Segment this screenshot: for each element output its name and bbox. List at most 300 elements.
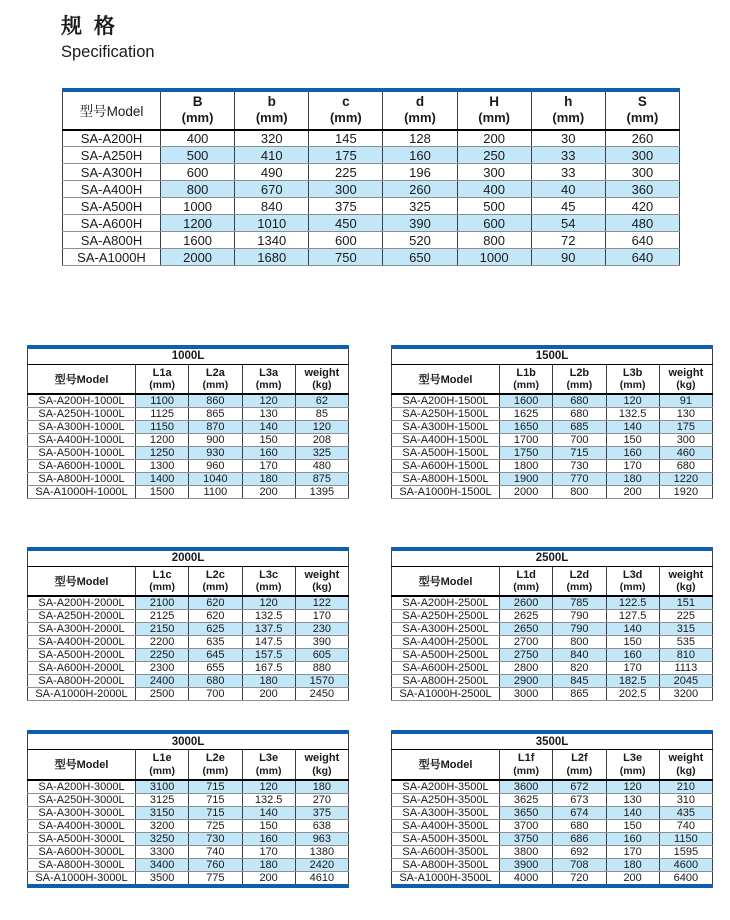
model-cell: SA-A300H-3500L (392, 806, 500, 819)
value-cell: 1113 (659, 662, 712, 675)
table-row (392, 610, 713, 623)
page-header (61, 10, 155, 62)
table-row (63, 249, 680, 266)
model-cell: SA-A800H-1000L (28, 473, 136, 486)
value-cell: 692 (553, 845, 606, 858)
value-cell: 620 (189, 610, 242, 623)
value-cell: 1500 (136, 486, 189, 499)
value-cell: 1750 (500, 447, 553, 460)
value-cell: 3600 (500, 780, 553, 794)
model-cell: SA-A300H-1500L (392, 421, 500, 434)
value-cell: 85 (295, 408, 348, 421)
value-cell: 3150 (136, 806, 189, 819)
value-cell: 3000 (500, 688, 553, 701)
model-cell: SA-A800H-3000L (28, 858, 136, 871)
column-header (242, 364, 295, 394)
value-cell: 770 (553, 473, 606, 486)
model-cell: SA-A600H-1000L (28, 460, 136, 473)
value-cell: 600 (457, 215, 531, 232)
value-cell: 1680 (235, 249, 309, 266)
page-title-en: Specification (61, 43, 155, 61)
model-column-header: 型号Model (392, 364, 500, 394)
value-cell: 120 (242, 596, 295, 610)
value-cell: 72 (531, 232, 605, 249)
model-cell: SA-A200H (63, 130, 161, 147)
table-row (392, 780, 713, 794)
value-cell: 865 (553, 688, 606, 701)
value-cell: 260 (605, 130, 679, 147)
value-cell: 200 (606, 486, 659, 499)
model-cell: SA-A1000H-1500L (392, 486, 500, 499)
model-cell: SA-A600H-2500L (392, 662, 500, 675)
value-cell: 865 (189, 408, 242, 421)
value-cell: 170 (295, 610, 348, 623)
value-cell: 180 (242, 675, 295, 688)
table-row (392, 688, 713, 701)
value-cell: 230 (295, 623, 348, 636)
value-cell: 180 (606, 473, 659, 486)
value-cell: 1125 (136, 408, 189, 421)
value-cell: 2420 (295, 858, 348, 871)
value-cell: 775 (189, 871, 242, 886)
value-cell: 638 (295, 819, 348, 832)
value-cell: 325 (295, 447, 348, 460)
value-cell: 2250 (136, 649, 189, 662)
column-unit: (mm) (404, 110, 436, 126)
value-cell: 740 (189, 845, 242, 858)
column-header (189, 364, 242, 394)
value-cell: 1010 (235, 215, 309, 232)
model-cell: SA-A300H-1000L (28, 421, 136, 434)
value-cell: 790 (553, 623, 606, 636)
value-cell: 180 (242, 473, 295, 486)
column-header (500, 566, 553, 596)
table-row (392, 662, 713, 675)
column-header (136, 749, 189, 779)
column-unit: (kg) (676, 581, 696, 594)
column-unit: (mm) (329, 110, 362, 126)
model-cell: SA-A600H-2000L (28, 662, 136, 675)
value-cell: 1200 (161, 215, 235, 232)
table-row (28, 793, 349, 806)
value-cell: 1380 (295, 845, 348, 858)
value-cell: 4610 (295, 871, 348, 886)
model-column-header: 型号Model (28, 364, 136, 394)
table-row (392, 447, 713, 460)
column-name: H (489, 94, 499, 109)
model-cell: SA-A800H-2000L (28, 675, 136, 688)
value-cell: 930 (189, 447, 242, 460)
value-cell: 520 (383, 232, 457, 249)
value-cell: 1100 (189, 486, 242, 499)
table-row (63, 198, 680, 215)
subtable-title: 2500L (392, 549, 713, 566)
value-cell: 2125 (136, 610, 189, 623)
column-unit: (mm) (513, 581, 539, 594)
value-cell: 137.5 (242, 623, 295, 636)
value-cell: 2045 (659, 675, 712, 688)
column-name: L3e (623, 751, 643, 764)
value-cell: 1000 (457, 249, 531, 266)
table-row (63, 181, 680, 198)
subtable-title: 2000L (28, 549, 349, 566)
value-cell: 170 (606, 845, 659, 858)
column-header (295, 364, 348, 394)
value-cell: 1200 (136, 434, 189, 447)
value-cell: 175 (309, 147, 383, 164)
subtable-title-row (28, 732, 349, 749)
table-row (392, 871, 713, 886)
table-row (28, 806, 349, 819)
value-cell: 140 (606, 623, 659, 636)
value-cell: 1395 (295, 486, 348, 499)
value-cell: 2100 (136, 596, 189, 610)
model-cell: SA-A300H-2000L (28, 623, 136, 636)
column-header-row (28, 749, 349, 779)
table-row (28, 780, 349, 794)
table-row (392, 649, 713, 662)
column-header (500, 749, 553, 779)
spec-table-2000L (27, 547, 349, 701)
spec-table-1000L (27, 345, 349, 499)
table-row (392, 486, 713, 499)
value-cell: 875 (295, 473, 348, 486)
value-cell: 122 (295, 596, 348, 610)
model-cell: SA-A300H-3000L (28, 806, 136, 819)
value-cell: 202.5 (606, 688, 659, 701)
value-cell: 300 (457, 164, 531, 181)
value-cell: 150 (606, 819, 659, 832)
table-row (392, 421, 713, 434)
column-header (136, 364, 189, 394)
value-cell: 3125 (136, 793, 189, 806)
model-cell: SA-A1000H-3000L (28, 871, 136, 886)
value-cell: 2900 (500, 675, 553, 688)
model-column-header: 型号Model (28, 749, 136, 779)
column-header (383, 90, 457, 130)
value-cell: 800 (457, 232, 531, 249)
value-cell: 686 (553, 832, 606, 845)
value-cell: 600 (161, 164, 235, 181)
value-cell: 1340 (235, 232, 309, 249)
value-cell: 2800 (500, 662, 553, 675)
column-header-row (28, 566, 349, 596)
value-cell: 33 (531, 164, 605, 181)
model-cell: SA-A500H-2000L (28, 649, 136, 662)
model-cell: SA-A400H-1000L (28, 434, 136, 447)
value-cell: 500 (161, 147, 235, 164)
value-cell: 680 (553, 408, 606, 421)
value-cell: 225 (309, 164, 383, 181)
value-cell: 360 (605, 181, 679, 198)
table-row (28, 675, 349, 688)
model-cell: SA-A500H-2500L (392, 649, 500, 662)
column-unit: (mm) (181, 110, 214, 126)
value-cell: 725 (189, 819, 242, 832)
value-cell: 270 (295, 793, 348, 806)
value-cell: 160 (606, 649, 659, 662)
column-header-row (392, 749, 713, 779)
model-cell: SA-A800H-2500L (392, 675, 500, 688)
table-row (28, 871, 349, 886)
page-title-cn: 规 格 (61, 15, 118, 38)
column-header (295, 566, 348, 596)
value-cell: 3400 (136, 858, 189, 871)
table-row (28, 447, 349, 460)
value-cell: 120 (242, 394, 295, 408)
model-cell: SA-A250H-1000L (28, 408, 136, 421)
table-row (28, 662, 349, 675)
value-cell: 672 (553, 780, 606, 794)
column-unit: (mm) (478, 110, 511, 126)
table-row (392, 460, 713, 473)
value-cell: 45 (531, 198, 605, 215)
value-cell: 715 (189, 780, 242, 794)
model-cell: SA-A600H-1500L (392, 460, 500, 473)
value-cell: 3100 (136, 780, 189, 794)
value-cell: 315 (659, 623, 712, 636)
subtable-title: 1000L (28, 347, 349, 364)
value-cell: 160 (383, 147, 457, 164)
value-cell: 1700 (500, 434, 553, 447)
model-cell: SA-A1000H-2500L (392, 688, 500, 701)
value-cell: 840 (235, 198, 309, 215)
column-name: L1d (516, 568, 536, 581)
column-name: weight (668, 366, 704, 379)
model-cell: SA-A500H-1000L (28, 447, 136, 460)
model-cell: SA-A200H-3000L (28, 780, 136, 794)
column-header (553, 566, 606, 596)
value-cell: 200 (457, 130, 531, 147)
column-unit: (mm) (255, 581, 282, 594)
model-cell: SA-A600H-3000L (28, 845, 136, 858)
value-cell: 132.5 (242, 793, 295, 806)
subtable-slot-1000L (27, 345, 349, 499)
model-cell: SA-A600H-3500L (392, 845, 500, 858)
value-cell: 410 (235, 147, 309, 164)
column-unit: (mm) (513, 764, 539, 777)
table-row (392, 858, 713, 871)
value-cell: 760 (189, 858, 242, 871)
column-header (309, 90, 383, 130)
model-cell: SA-A200H-1500L (392, 394, 500, 408)
model-cell: SA-A400H-2500L (392, 636, 500, 649)
value-cell: 435 (659, 806, 712, 819)
column-header (161, 90, 235, 130)
value-cell: 180 (606, 858, 659, 871)
value-cell: 122.5 (606, 596, 659, 610)
table-row (392, 408, 713, 421)
value-cell: 150 (606, 434, 659, 447)
table-row (28, 623, 349, 636)
value-cell: 375 (295, 806, 348, 819)
value-cell: 1040 (189, 473, 242, 486)
value-cell: 2500 (136, 688, 189, 701)
model-cell: SA-A250H-3500L (392, 793, 500, 806)
table-row (28, 596, 349, 610)
value-cell: 2600 (500, 596, 553, 610)
column-name: weight (668, 568, 704, 581)
column-name: L1e (152, 751, 172, 764)
value-cell: 480 (605, 215, 679, 232)
column-header (606, 364, 659, 394)
column-header-row (28, 364, 349, 394)
value-cell: 750 (309, 249, 383, 266)
model-cell: SA-A500H-3000L (28, 832, 136, 845)
subtables-row (27, 345, 713, 499)
value-cell: 625 (189, 623, 242, 636)
value-cell: 2000 (500, 486, 553, 499)
subtable-slot-1500L (391, 345, 713, 499)
column-unit: (mm) (566, 581, 593, 594)
model-cell: SA-A1000H-2000L (28, 688, 136, 701)
column-unit: (mm) (202, 764, 229, 777)
value-cell: 225 (659, 610, 712, 623)
value-cell: 640 (605, 232, 679, 249)
column-header (553, 749, 606, 779)
table-row (63, 130, 680, 147)
column-header (659, 364, 712, 394)
value-cell: 740 (659, 819, 712, 832)
value-cell: 715 (553, 447, 606, 460)
value-cell: 1400 (136, 473, 189, 486)
subtable-title: 3500L (392, 732, 713, 749)
value-cell: 800 (161, 181, 235, 198)
value-cell: 730 (189, 832, 242, 845)
table-row (392, 832, 713, 845)
value-cell: 260 (383, 181, 457, 198)
model-cell: SA-A250H-2000L (28, 610, 136, 623)
column-name: L3b (622, 366, 643, 379)
value-cell: 1595 (659, 845, 712, 858)
value-cell: 170 (606, 460, 659, 473)
model-cell: SA-A1000H-1000L (28, 486, 136, 499)
table-row (28, 688, 349, 701)
model-cell: SA-A400H-1500L (392, 434, 500, 447)
value-cell: 1000 (161, 198, 235, 215)
value-cell: 1800 (500, 460, 553, 473)
spec-table-3000L (27, 730, 349, 887)
column-unit: (mm) (255, 379, 282, 392)
column-name: L1c (152, 568, 172, 581)
column-header (295, 749, 348, 779)
subtables-grid (27, 345, 713, 888)
model-cell: SA-A250H-1500L (392, 408, 500, 421)
value-cell: 3625 (500, 793, 553, 806)
value-cell: 3200 (659, 688, 712, 701)
table-row (392, 675, 713, 688)
model-cell: SA-A600H (63, 215, 161, 232)
table-row (28, 819, 349, 832)
value-cell: 167.5 (242, 662, 295, 675)
column-name: L3d (622, 568, 643, 581)
value-cell: 140 (606, 421, 659, 434)
value-cell: 1220 (659, 473, 712, 486)
column-name: L2d (569, 568, 590, 581)
column-header-row (392, 566, 713, 596)
value-cell: 160 (242, 832, 295, 845)
value-cell: 645 (189, 649, 242, 662)
subtables-row (27, 547, 713, 701)
value-cell: 680 (189, 675, 242, 688)
value-cell: 490 (235, 164, 309, 181)
value-cell: 730 (553, 460, 606, 473)
value-cell: 860 (189, 394, 242, 408)
column-header (659, 566, 712, 596)
value-cell: 480 (295, 460, 348, 473)
value-cell: 4600 (659, 858, 712, 871)
table-row (28, 486, 349, 499)
column-header (189, 566, 242, 596)
model-column-header: 型号Model (63, 90, 161, 130)
column-name: weight (668, 751, 704, 764)
value-cell: 2000 (161, 249, 235, 266)
column-name: L3e (259, 751, 279, 764)
table-row (28, 434, 349, 447)
column-name: c (342, 94, 350, 109)
value-cell: 140 (606, 806, 659, 819)
value-cell: 3700 (500, 819, 553, 832)
value-cell: 655 (189, 662, 242, 675)
value-cell: 3300 (136, 845, 189, 858)
model-cell: SA-A500H (63, 198, 161, 215)
value-cell: 640 (605, 249, 679, 266)
value-cell: 1600 (500, 394, 553, 408)
column-name: weight (304, 568, 340, 581)
value-cell: 2450 (295, 688, 348, 701)
subtable-slot-3000L (27, 730, 349, 887)
spec-table-1500L (391, 345, 713, 499)
subtable-title-row (28, 549, 349, 566)
column-unit: (kg) (312, 379, 332, 392)
value-cell: 400 (161, 130, 235, 147)
subtable-title: 3000L (28, 732, 349, 749)
value-cell: 605 (295, 649, 348, 662)
column-name: L1a (152, 366, 172, 379)
value-cell: 715 (189, 806, 242, 819)
column-header (189, 749, 242, 779)
model-cell: SA-A200H-3500L (392, 780, 500, 794)
value-cell: 182.5 (606, 675, 659, 688)
column-name: L1b (516, 366, 536, 379)
value-cell: 40 (531, 181, 605, 198)
subtable-slot-2500L (391, 547, 713, 701)
value-cell: 151 (659, 596, 712, 610)
spec-table-main (62, 88, 680, 266)
column-unit: (mm) (202, 581, 229, 594)
value-cell: 120 (295, 421, 348, 434)
subtable-title-row (392, 347, 713, 364)
column-name: weight (304, 366, 340, 379)
column-name: h (564, 94, 573, 109)
subtable-title: 1500L (392, 347, 713, 364)
model-cell: SA-A800H-1500L (392, 473, 500, 486)
value-cell: 210 (659, 780, 712, 794)
value-cell: 674 (553, 806, 606, 819)
value-cell: 715 (189, 793, 242, 806)
value-cell: 200 (242, 486, 295, 499)
value-cell: 963 (295, 832, 348, 845)
column-unit: (mm) (626, 110, 659, 126)
value-cell: 673 (553, 793, 606, 806)
value-cell: 2150 (136, 623, 189, 636)
column-unit: (mm) (619, 764, 646, 777)
value-cell: 1100 (136, 394, 189, 408)
column-header (531, 90, 605, 130)
value-cell: 460 (659, 447, 712, 460)
table-row (28, 394, 349, 408)
value-cell: 33 (531, 147, 605, 164)
